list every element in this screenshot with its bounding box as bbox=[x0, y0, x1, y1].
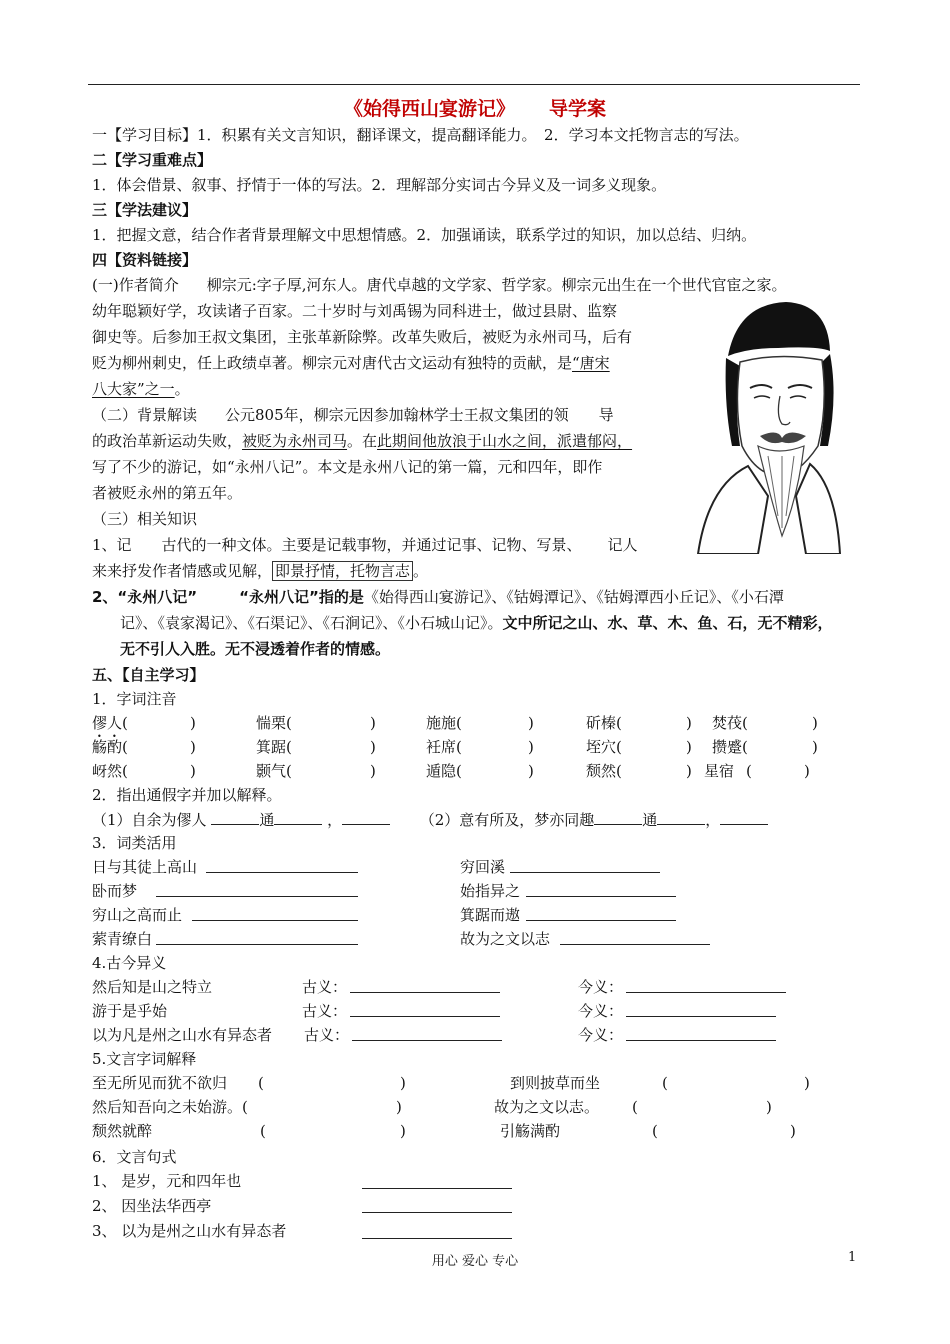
cilei-title: 3．词类活用 bbox=[92, 834, 177, 852]
background-line3: 写了不少的游记，如“永州八记”。本文是永州八记的第一篇，元和四年，即作 bbox=[92, 458, 603, 476]
answer-line[interactable] bbox=[362, 1238, 512, 1239]
cilei-item: 日与其徒上高山 bbox=[92, 858, 198, 876]
header-rule bbox=[88, 84, 860, 85]
answer-line[interactable] bbox=[560, 944, 710, 945]
pinyin-title: 1．字词注音 bbox=[92, 690, 177, 708]
answer-line[interactable] bbox=[362, 1212, 512, 1213]
self-study-heading: 五、【自主学习】 bbox=[92, 666, 205, 684]
wenyan-item: 引觞满酌 bbox=[500, 1122, 561, 1140]
answer-line[interactable] bbox=[510, 872, 660, 873]
section-materials-heading: 四【资料链接】 bbox=[92, 251, 198, 269]
jushi-item: 2、 因坐法华西亭 bbox=[92, 1197, 212, 1215]
section-methods-heading: 三【学法建议】 bbox=[92, 201, 198, 219]
answer-line[interactable] bbox=[362, 1188, 512, 1189]
tongjia-blank[interactable] bbox=[274, 808, 322, 825]
ji-definition-line2: 来来抒发作者情感或见解， 即景抒情，托物言志 。 bbox=[92, 562, 429, 580]
answer-line[interactable] bbox=[526, 896, 676, 897]
wenyan-item: 然后知吾向之未始游。( bbox=[92, 1098, 248, 1116]
section-methods-text: 1．把握文意，结合作者背景理解文中思想情感。2．加强诵读，联系学过的知识，加以总结、归纳。 bbox=[92, 226, 757, 244]
yongzhou-line2: 记》、《袁家渴记》、《石渠记》、《石涧记》、《小石城山记》。文中所记之山、水、草、木、鱼、石，无不精彩， bbox=[120, 614, 833, 632]
title-main: 《始得西山宴游记》 bbox=[343, 98, 515, 120]
title-sub: 导学案 bbox=[549, 98, 607, 120]
yongzhou-line1: 2、“永州八记” “永州八记”指的是《始得西山宴游记》、《钴姆潭记》、《钴姆潭西小丘记》、《小石潭 bbox=[92, 588, 784, 606]
wenyan-item: 到则披草而坐 bbox=[510, 1074, 601, 1092]
background-line1: （二）背景解读 公元805年，柳宗元因参加翰林学士王叔文集团的领 导 bbox=[92, 406, 614, 424]
answer-line[interactable] bbox=[526, 920, 676, 921]
background-line4: 者被贬永州的第五年。 bbox=[92, 484, 243, 502]
tongjia-blank[interactable] bbox=[594, 808, 642, 825]
author-intro-line4: 贬为柳州刺史，任上政绩卓著。柳宗元对唐代古文运动有独特的贡献，是“唐宋 bbox=[92, 354, 610, 372]
section-difficulties-text: 1．体会借景、叙事、抒情于一体的写法。2．理解部分实词古今异义及一词多义现象。 bbox=[92, 176, 667, 194]
tongjia-blank[interactable] bbox=[657, 808, 705, 825]
yongzhou-line3: 无不引人入胜。无不浸透着作者的情感。 bbox=[120, 640, 391, 658]
cilei-item: 始指异之 bbox=[460, 882, 521, 900]
jushi-item: 1、 是岁，元和四年也 bbox=[92, 1172, 242, 1190]
wenyan-title: 5.文言字词解释 bbox=[92, 1050, 197, 1068]
section-difficulties-heading: 二【学习重难点】 bbox=[92, 151, 213, 169]
portrait-drawing-icon bbox=[678, 296, 860, 554]
cilei-item: 穷山之高而止 bbox=[92, 906, 183, 924]
author-intro-line5: 八大家”之一。 bbox=[92, 380, 190, 398]
wenyan-item: 颓然就醉 bbox=[92, 1122, 153, 1140]
gujin-item: 以为凡是州之山水有异态者 bbox=[92, 1026, 273, 1044]
answer-line[interactable] bbox=[156, 944, 358, 945]
answer-line[interactable] bbox=[626, 1040, 776, 1041]
answer-line[interactable] bbox=[350, 992, 500, 993]
author-intro-line1: (一)作者简介 柳宗元:字子厚,河东人。唐代卓越的文学家、哲学家。柳宗元出生在一个世代官宦之家。 bbox=[92, 276, 787, 294]
answer-line[interactable] bbox=[626, 992, 786, 993]
answer-line[interactable] bbox=[192, 920, 358, 921]
related-knowledge-heading: （三）相关知识 bbox=[92, 510, 198, 528]
gujin-title: 4.古今异义 bbox=[92, 954, 167, 972]
cilei-item: 萦青缭白 bbox=[92, 930, 153, 948]
tongjia-blank[interactable] bbox=[211, 808, 259, 825]
cilei-item: 卧而梦 bbox=[92, 882, 138, 900]
answer-line[interactable] bbox=[206, 872, 358, 873]
author-intro-line3: 御史等。后参加王叔文集团，主张革新除弊。改革失败后，被贬为永州司马，后有 bbox=[92, 328, 633, 346]
page-footer: 用心 爱心 专心 bbox=[431, 1254, 519, 1269]
jushi-item: 3、 以为是州之山水有异态者 bbox=[92, 1222, 287, 1240]
answer-line[interactable] bbox=[350, 1016, 500, 1017]
background-line2: 的政治革新运动失败，被贬为永州司马。在此期间他放浪于山水之间，派遣郁闷， bbox=[92, 432, 633, 450]
ji-definition-line1: 1、记 古代的一种文体。主要是记载事物，并通过记事、记物、写景、 记人 bbox=[92, 536, 638, 554]
wenyan-item: 至无所见而犹不欲归 bbox=[92, 1074, 228, 1092]
liu-zongyuan-portrait bbox=[678, 296, 860, 554]
wenyan-item: 故为之文以志。 bbox=[494, 1098, 600, 1116]
answer-line[interactable] bbox=[156, 896, 358, 897]
page-title bbox=[0, 96, 950, 122]
cilei-item: 穷回溪 bbox=[460, 858, 506, 876]
cilei-item: 故为之文以志 bbox=[460, 930, 551, 948]
gujin-item: 然后知是山之特立 bbox=[92, 978, 213, 996]
tongjia-blank[interactable] bbox=[342, 808, 390, 825]
gujin-item: 游于是乎始 bbox=[92, 1002, 168, 1020]
section-goals: 一【学习目标】1．积累有关文言知识，翻译课文，提高翻译能力。 2．学习本文托物言志的写法。 bbox=[92, 126, 749, 144]
author-intro-line2: 幼年聪颖好学，攻读诸子百家。二十岁时与刘禹锡为同科进士，做过县尉、监察 bbox=[92, 302, 618, 320]
cilei-item: 箕踞而遨 bbox=[460, 906, 521, 924]
answer-line[interactable] bbox=[352, 1040, 502, 1041]
tongjia-question: （1）自余为僇人 通 ， （2）意有所及，梦亦同趣 通 ， bbox=[92, 808, 768, 831]
answer-line[interactable] bbox=[626, 1016, 776, 1017]
tongjia-blank[interactable] bbox=[720, 808, 768, 825]
jushi-title: 6．文言句式 bbox=[92, 1148, 177, 1166]
tongjia-title: 2．指出通假字并加以解释。 bbox=[92, 786, 282, 804]
page-number: 1 bbox=[848, 1250, 857, 1265]
